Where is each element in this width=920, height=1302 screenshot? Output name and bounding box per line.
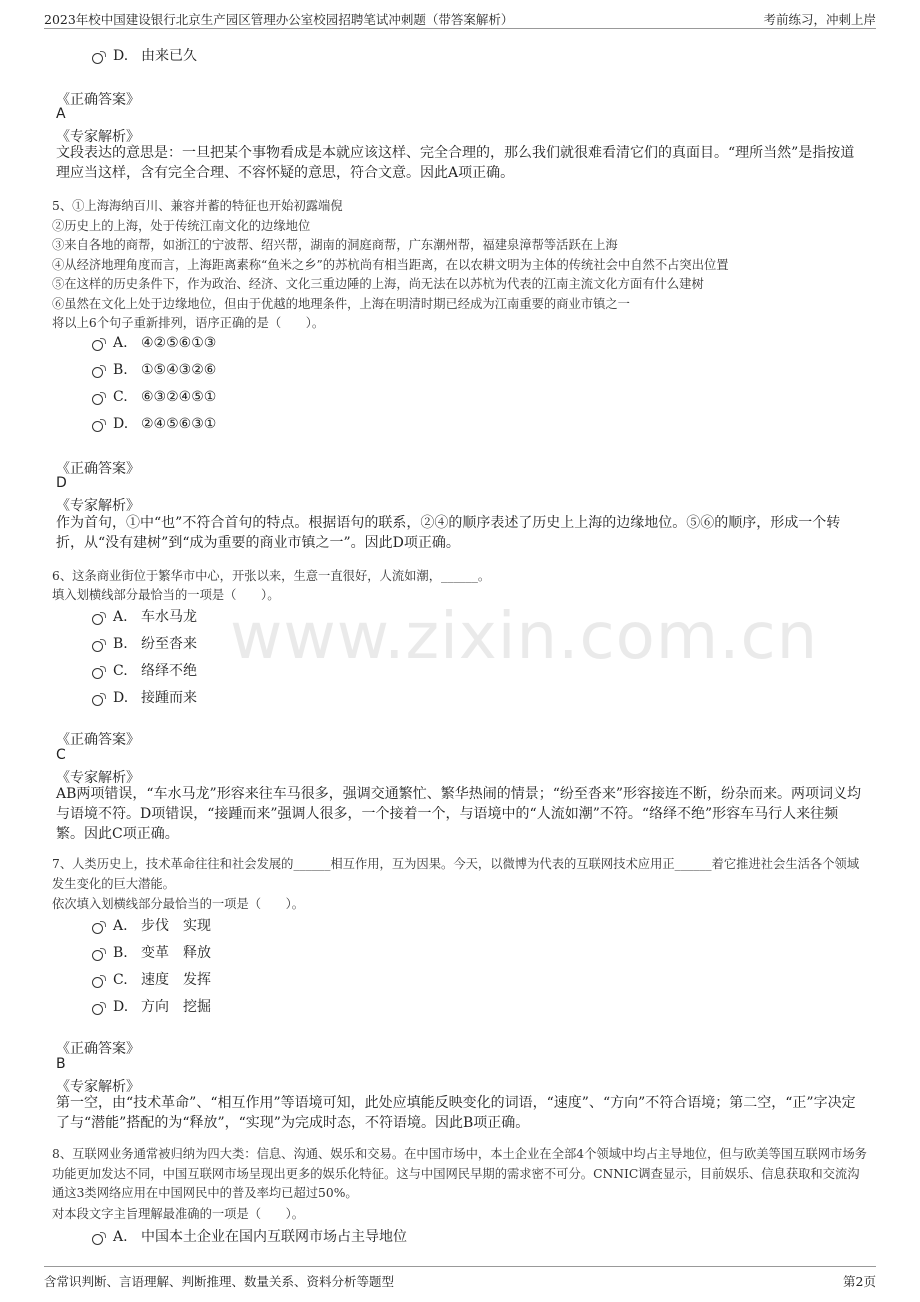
- q7-stem: 7、人类历史上，技术革命往往和社会发展的______相互作用，互为因果。今天，以微博为代表的互联网技术应用正______着它推进社会生活各个领域发生变化的巨大潜能。: [52, 857, 860, 891]
- q7-answer: B: [56, 1056, 66, 1072]
- radio-icon[interactable]: [92, 614, 103, 625]
- radio-icon[interactable]: [92, 923, 103, 934]
- q5-line-6: ⑥虽然在文化上处于边缘地位，但由于优越的地理条件，上海在明清时期已经成为江南重要的商业市镇之一: [52, 297, 630, 311]
- q6-analysis: AB两项错误，“车水马龙”形容来往车马很多，强调交通繁忙、繁华热闹的情景；“纷至沓来”形容接连不断，纷杂而来。两项词义均与语境不符。D项错误，“接踵而来”强调人很多，一个接着一个，与语境中的“人流如潮”不符。“络绎不绝”形容车马行人来往频繁。因此C项正确。: [56, 786, 862, 842]
- q4-analysis: 文段表达的意思是：一旦把某个事物看成是本就应该这样、完全合理的，那么我们就很难看清它们的真面目。“理所当然”是指按道理应当这样，含有完全合理、不容怀疑的意思，符合文意。因此A项正确。: [56, 145, 855, 181]
- q6-option-b[interactable]: B. 纷至沓来: [92, 633, 197, 655]
- q4-expert-tag: 《专家解析》: [56, 129, 140, 145]
- q6-stem: 6、这条商业街位于繁华市中心，开张以来，生意一直很好，人流如潮，______。: [52, 569, 491, 583]
- q4-option-d[interactable]: D. 由来已久: [92, 45, 197, 67]
- q4-answer: A: [56, 106, 66, 122]
- radio-icon[interactable]: [92, 668, 103, 679]
- q6-prompt: 填入划横线部分最恰当的一项是（ ）。: [52, 588, 280, 602]
- radio-icon[interactable]: [92, 421, 103, 432]
- header-slogan: 考前练习，冲刺上岸: [763, 12, 876, 27]
- q5-line-5: ⑤在这样的历史条件下，作为政治、经济、文化三重边陲的上海，尚无法在以苏杭为代表的江南主流文化方面有什么建树: [52, 277, 704, 291]
- q8-option-a[interactable]: A. 中国本土企业在国内互联网市场占主导地位: [92, 1226, 407, 1248]
- q6-option-d[interactable]: D. 接踵而来: [92, 687, 197, 709]
- q7-option-a[interactable]: A. 步伐 实现: [92, 915, 211, 937]
- radio-icon[interactable]: [92, 340, 103, 351]
- radio-icon[interactable]: [92, 53, 103, 64]
- q7-prompt: 依次填入划横线部分最恰当的一项是（ ）。: [52, 897, 305, 911]
- q5-answer: D: [56, 475, 67, 491]
- q8-prompt: 对本段文字主旨理解最准确的一项是（ ）。: [52, 1207, 305, 1221]
- q6-option-a[interactable]: A. 车水马龙: [92, 606, 197, 628]
- q5-line-2: ②历史上的上海，处于传统江南文化的边缘地位: [52, 219, 311, 233]
- watermark: www.zixin.com.cn: [230, 600, 819, 674]
- radio-icon[interactable]: [92, 394, 103, 405]
- q6-answer: C: [56, 747, 66, 763]
- q5-line-1: 5、①上海海纳百川、兼容并蓄的特征也开始初露端倪: [52, 199, 343, 213]
- q5-prompt: 将以上6个句子重新排列，语序正确的是（ ）。: [52, 316, 325, 330]
- radio-icon[interactable]: [92, 1004, 103, 1015]
- q5-option-c[interactable]: C. ⑥③②④⑤①: [92, 389, 216, 411]
- q7-analysis: 第一空，由“技术革命”、“相互作用”等语境可知，此处应填能反映变化的词语，“速度”、“方向”不符合语境；第二空，“正”字决定了与“潜能”搭配的为“释放”，“实现”为完成时态，不符语境。因此B项正确。: [56, 1095, 856, 1131]
- q5-answer-tag: 《正确答案》: [56, 461, 140, 477]
- radio-icon[interactable]: [92, 367, 103, 378]
- q4-answer-tag: 《正确答案》: [56, 92, 140, 108]
- q7-expert-tag: 《专家解析》: [56, 1079, 140, 1095]
- q5-option-b[interactable]: B. ①⑤④③②⑥: [92, 362, 216, 384]
- radio-icon[interactable]: [92, 641, 103, 652]
- q7-option-c[interactable]: C. 速度 发挥: [92, 969, 211, 991]
- page-number: 第2页: [843, 1274, 876, 1289]
- radio-icon[interactable]: [92, 1234, 103, 1245]
- q8-stem: 8、互联网业务通常被归纳为四大类：信息、沟通、娱乐和交易。在中国市场中，本土企业在全部4个领域中均占主导地位，但与欧美等国互联网市场务功能更加发达不同，中国互联网市场呈现出更多的娱乐化特征。这与中国网民早期的需求密不可分。CNNIC调查显示，目前娱乐、信息获取和交流沟通这3类网络应用在中国网民中的普及率均已超过50%。: [52, 1147, 867, 1200]
- q7-option-b[interactable]: B. 变革 释放: [92, 942, 211, 964]
- q5-option-d[interactable]: D. ②④⑤⑥③①: [92, 416, 216, 438]
- q7-option-d[interactable]: D. 方向 挖掘: [92, 996, 211, 1018]
- page-header: [44, 8, 876, 29]
- q6-answer-tag: 《正确答案》: [56, 732, 140, 748]
- q6-expert-tag: 《专家解析》: [56, 770, 140, 786]
- q5-option-a[interactable]: A. ④②⑤⑥①③: [92, 335, 216, 357]
- q6-option-c[interactable]: C. 络绎不绝: [92, 660, 197, 682]
- radio-icon[interactable]: [92, 950, 103, 961]
- document-title: 2023年校中国建设银行北京生产园区管理办公室校园招聘笔试冲刺题（带答案解析）: [44, 12, 514, 27]
- footer-categories: 含常识判断、言语理解、判断推理、数量关系、资料分析等题型: [44, 1274, 395, 1289]
- page-footer: [44, 1266, 876, 1291]
- radio-icon[interactable]: [92, 977, 103, 988]
- q5-line-3: ③来自各地的商帮，如浙江的宁波帮、绍兴帮，湖南的洞庭商帮，广东潮州帮，福建泉漳帮等活跃在上海: [52, 238, 618, 252]
- q5-analysis: 作为首句，①中“也”不符合首句的特点。根据语句的联系，②④的顺序表述了历史上上海的边缘地位。⑤⑥的顺序，形成一个转折，从“没有建树”到“成为重要的商业市镇之一”。因此D项正确。: [56, 515, 841, 551]
- radio-icon[interactable]: [92, 695, 103, 706]
- q5-line-4: ④从经济地理角度而言，上海距离素称“鱼米之乡”的苏杭尚有相当距离，在以农耕文明为主体的传统社会中自然不占突出位置: [52, 258, 729, 272]
- q5-expert-tag: 《专家解析》: [56, 498, 140, 514]
- q7-answer-tag: 《正确答案》: [56, 1041, 140, 1057]
